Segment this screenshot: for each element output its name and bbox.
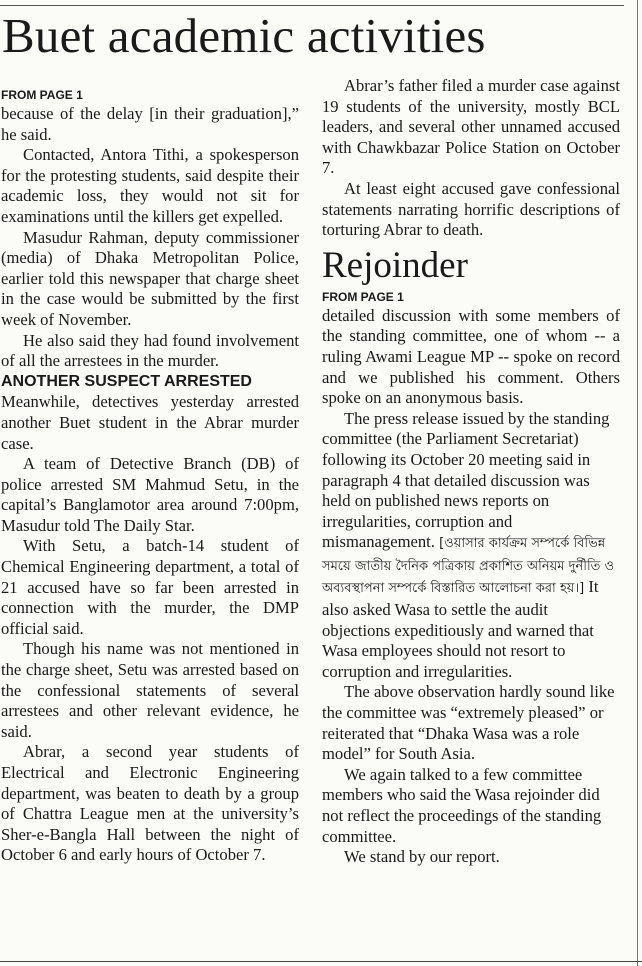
paragraph	[322, 409, 620, 683]
paragraph: Masudur Rahman, deputy commissioner (media) of Dhaka Metropolitan Police, earlier told this newspaper that charge sheet in the case would be submitted by the first week of November.	[1, 227, 299, 329]
subheading: ANOTHER SUSPECT ARRESTED	[1, 372, 252, 390]
paragraph: detailed discussion with some members of the standing committee, one of whom -- a ruling Awami League MP -- spoke on record and we published his comment. Others spoke on an anonymous basis.	[322, 305, 620, 408]
headline: Buet academic activities	[2, 8, 486, 63]
paragraph: Meanwhile, detectives yesterday arrested another Buet student in the Abrar murder case.	[1, 392, 299, 453]
paragraph: We stand by our report.	[344, 847, 500, 867]
section-title-rejoinder: Rejoinder	[322, 244, 468, 286]
paragraph: At least eight accused gave confessional statements narrating horrific descriptions of torturing Abrar to death.	[322, 178, 620, 240]
page-edge-rule	[637, 0, 638, 966]
bangla-quote: [ওয়াসার কার্যক্রম সম্পর্কে বিভিন্ন সময়ে জাতীয় দৈনিক পত্রিকায় প্রকাশিত অনিয়ম দুর্নীতি ও অব্যবস্থাপনা সম্পর্কে বিস্তারিত আলোচনা করা হয়।]	[322, 536, 615, 597]
bottom-rule	[0, 961, 642, 962]
top-rule	[0, 5, 624, 6]
paragraph: The above observation hardly sound like the committee was “extremely pleased” or reiterated that “Dhaka Wasa was a role model” for South Asia.	[322, 682, 615, 764]
continued-kicker: FROM PAGE 1	[1, 88, 83, 102]
left-column	[1, 87, 299, 866]
continued-kicker: FROM PAGE 1	[322, 289, 404, 304]
paragraph: Though his name was not mentioned in the charge sheet, Setu was arrested based on the confessional statements of several arrestees and other relevant evidence, he said.	[1, 639, 299, 741]
paragraph: He also said they had found involvement of all the arrestees in the murder.	[1, 330, 299, 371]
paragraph: We again talked to a few committee members who said the Wasa rejoinder did not reflect the proceedings of the standing committee.	[322, 764, 602, 846]
paragraph-text: The press release issued by the standing committee (the Parliament Secretariat) following its October 20 meeting said in paragraph 4 that detailed discussion was held on published news reports on irregularities, corruption and mismanagement.	[322, 408, 610, 552]
paragraph: A team of Detective Branch (DB) of police arrested SM Mahmud Setu, in the capital’s Banglamotor area around 7:00pm, Masudur told The Daily Star.	[1, 454, 299, 535]
right-column	[322, 76, 620, 868]
paragraph: Abrar’s father filed a murder case against 19 students of the university, mostly BCL leaders, and several other unnamed accused with Chawkbazar Police Station on October 7.	[322, 76, 620, 178]
paragraph: Abrar, a second year students of Electrical and Electronic Engineering department, was beaten to death by a group of Chattra League men at the university’s Sher-e-Bangla Hall between the night of October 6 and early hours of October 7.	[1, 742, 299, 865]
paragraph: because of the delay [in their graduation],” he said.	[1, 104, 299, 144]
paragraph: Contacted, Antora Tithi, a spokesperson for the protesting students, said despite their academic loss, they would not sit for examinations until the killers get expelled.	[1, 145, 299, 226]
paragraph-text: It also asked Wasa to settle the audit objections expeditiously and warned that Wasa employees should not resort to corruption and irregularities.	[322, 577, 599, 681]
paragraph: With Setu, a batch-14 student of Chemical Engineering department, a total of 21 accused have so far been arrested in connection with the murder, the DMP official said.	[1, 536, 299, 638]
